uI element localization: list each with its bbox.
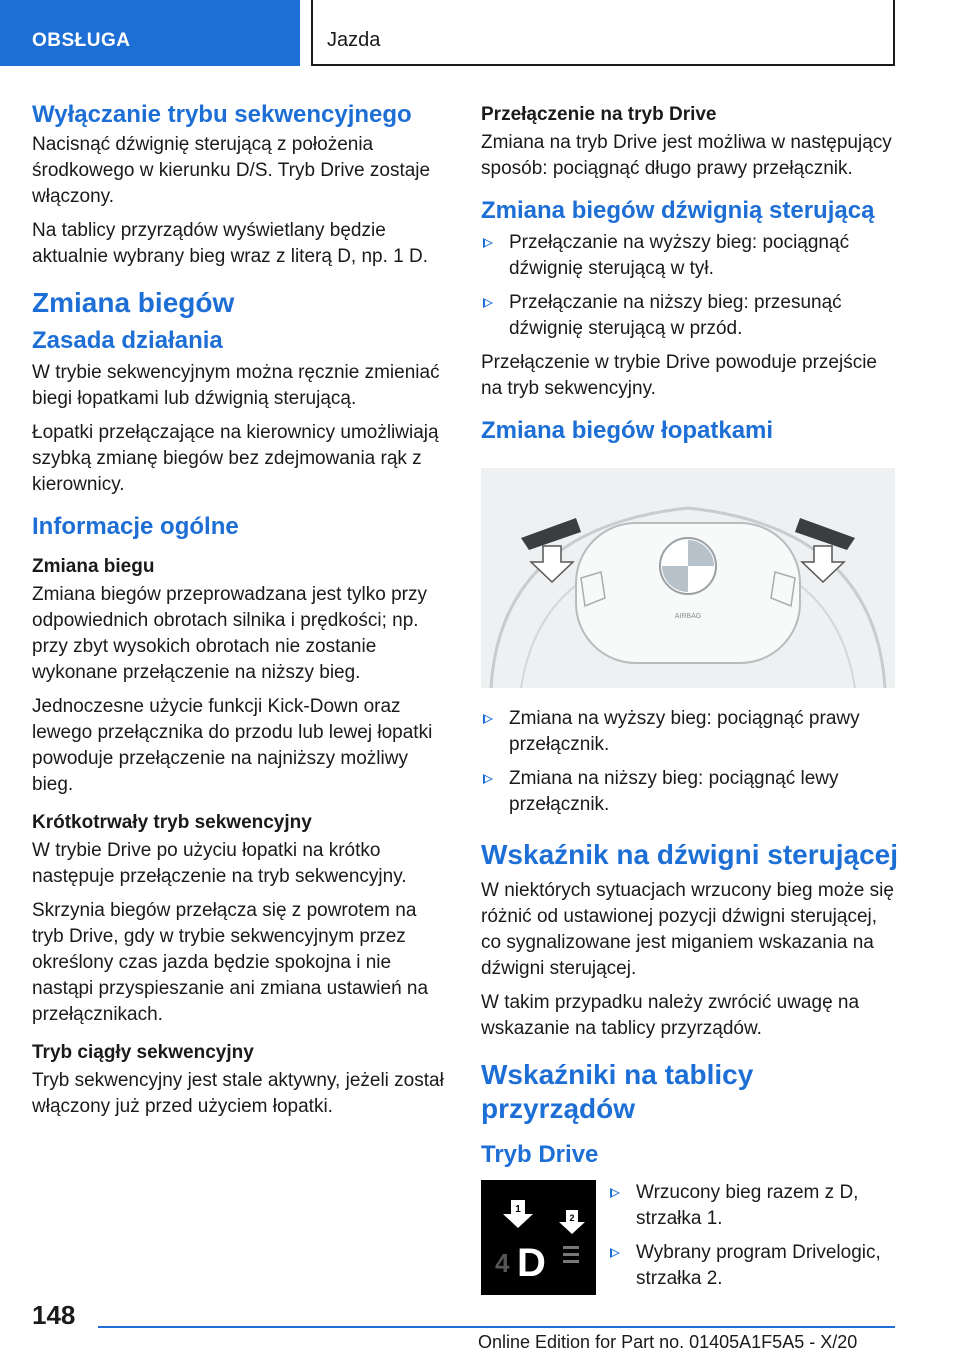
heading-short-sequential: Krótkotrwały tryb sekwencyjny	[32, 812, 312, 833]
heading-paddles: Zmiana biegów łopatkami	[481, 417, 774, 444]
paragraph: W trybie sekwencyjnym można ręcznie zmieniać biegi łopatkami lub dźwignią sterującą.	[32, 362, 440, 409]
list-item: Przełączanie na niższy bieg: przesunąć dźwignię sterującą w przód.	[481, 290, 901, 342]
svg-text:1: 1	[515, 1204, 521, 1215]
heading-gear-shift: Zmiana biegu	[32, 556, 155, 577]
drive-mode-row	[481, 1180, 901, 1308]
paragraph: Nacisnąć dźwignię sterującą z położenia środkowego w kierunku D/S. Tryb Drive zostaje włączony.	[32, 134, 431, 207]
svg-text:D: D	[517, 1241, 546, 1285]
triangle-bullet-icon	[483, 238, 493, 248]
triangle-bullet-icon	[483, 774, 493, 784]
right-column	[481, 100, 901, 1308]
chapter-title: OBSŁUGA	[32, 30, 131, 51]
list-item: Zmiana na niższy bieg: pociągnąć lewy przełącznik.	[481, 766, 901, 818]
paragraph: W trybie Drive po użyciu łopatki na krótko następuje przełączenie na tryb sekwencyjny.	[32, 840, 407, 887]
triangle-bullet-icon	[483, 298, 493, 308]
heading-indicator: Wskaźnik na dźwigni sterującej	[481, 839, 899, 870]
paragraph: Jednoczesne użycie funkcji Kick-Down oraz lewego przełącznika do przodu lub lewej łopatki powoduje przełączenie na najniższy możliwy bieg.	[32, 696, 433, 795]
paddle-list	[481, 706, 901, 818]
paragraph: Zmiana na tryb Drive jest możliwa w następujący sposób: pociągnąć długo prawy przełącznik.	[481, 132, 892, 179]
footer-divider	[98, 1326, 895, 1328]
svg-text:4: 4	[495, 1248, 510, 1278]
list-item: Przełączanie na wyższy bieg: pociągnąć dźwignię sterującą w tył.	[481, 230, 901, 282]
page-number: 148	[32, 1300, 76, 1330]
paragraph: Zmiana biegów przeprowadzana jest tylko przy odpowiednich obrotach silnika i prędkości; np. przy zbyt wysokich obrotach nie zostanie wykonane przełączenie na niższy bieg.	[32, 584, 427, 683]
svg-text:AIRBAG: AIRBAG	[674, 613, 702, 620]
heading-principle: Zasada działania	[32, 327, 223, 354]
triangle-bullet-icon	[610, 1248, 620, 1258]
lever-list	[481, 230, 901, 342]
list-item: Zmiana na wyższy bieg: pociągnąć prawy przełącznik.	[481, 706, 901, 758]
paragraph: Łopatki przełączające na kierownicy umożliwiają szybką zmianę biegów bez zdejmowania rąk z kierownicy.	[32, 422, 439, 495]
paragraph: W niektórych sytuacjach wrzucony bieg może się różnić od ustawionej pozycji dźwigni sterującej, co sygnalizowane jest miganiem wskazania na dźwigni sterującej.	[481, 880, 894, 979]
left-column	[32, 100, 452, 1128]
paragraph: Przełączenie w trybie Drive powoduje przejście na tryb sekwencyjny.	[481, 352, 878, 399]
chapter-tab	[0, 0, 300, 66]
steering-wheel-drawing	[481, 468, 895, 688]
paragraph: Tryb sekwencyjny jest stale aktywny, jeżeli został włączony już przed użyciem łopatki.	[32, 1070, 444, 1117]
heading-lever: Zmiana biegów dźwignią sterującą	[481, 197, 875, 224]
footer-edition: Online Edition for Part no. 01405A1F5A5 - X/20	[478, 1332, 858, 1352]
triangle-bullet-icon	[610, 1188, 620, 1198]
paragraph: W takim przypadku należy zwrócić uwagę na wskazanie na tablicy przyrządów.	[481, 992, 860, 1039]
svg-text:2: 2	[569, 1213, 575, 1223]
paragraph: Skrzynia biegów przełącza się z powrotem na tryb Drive, gdy w trybie sekwencyjnym przez określony czas jazda będzie spokojna i nie nastąpi przyspieszanie ani zmiana ustawień na przełącznikach.	[32, 900, 429, 1025]
list-item: Wybrany program Drivelogic, strzałka 2.	[608, 1240, 898, 1292]
triangle-bullet-icon	[483, 714, 493, 724]
drive-list	[608, 1180, 898, 1300]
heading-gear-change: Zmiana biegów	[32, 287, 235, 318]
steering-wheel-illustration	[481, 468, 895, 688]
list-item: Wrzucony bieg razem z D, strzałka 1.	[608, 1180, 898, 1232]
heading-continuous-sequential: Tryb ciągły sekwencyjny	[32, 1042, 254, 1063]
heading-drive-mode: Tryb Drive	[481, 1141, 599, 1168]
section-tab	[311, 0, 895, 66]
drive-display-illustration	[481, 1180, 596, 1295]
heading-cluster: Wskaźniki na tablicy przyrządów	[481, 1059, 754, 1124]
heading-switch-drive: Przełączenie na tryb Drive	[481, 104, 717, 125]
paragraph: Na tablicy przyrządów wyświetlany będzie aktualnie wybrany bieg wraz z literą D, np. 1 D.	[32, 220, 429, 267]
section-title: Jazda	[327, 29, 381, 51]
heading-general: Informacje ogólne	[32, 513, 239, 540]
heading-sequential-off: Wyłączanie trybu sekwencyjnego	[32, 101, 412, 128]
